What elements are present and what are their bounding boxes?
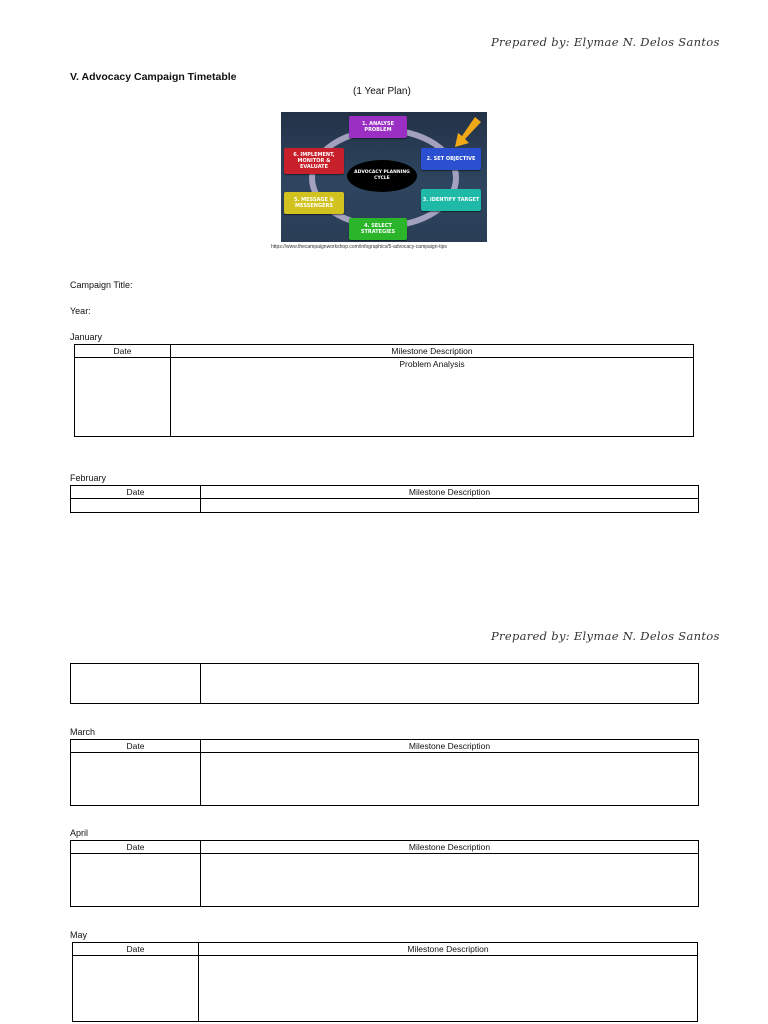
prepared-by-label: Prepared by: Elymae N. Delos Santos (491, 629, 720, 643)
date-column-header: Date (73, 943, 199, 956)
step-label: 6. IMPLEMENT, MONITOR & EVALUATE (293, 152, 335, 170)
may-milestone-table (72, 942, 698, 1022)
date-cell[interactable] (71, 854, 201, 907)
milestone-column-header: Milestone Description (201, 486, 699, 499)
step-label: 2. SET OBJECTIVE (426, 156, 476, 162)
date-cell[interactable] (71, 753, 201, 806)
date-cell[interactable] (71, 664, 201, 704)
step-label: 5. MESSAGE & MESSENGERS (294, 197, 334, 209)
april-milestone-table (70, 840, 699, 907)
month-label-march: March (70, 727, 96, 737)
diagram-source-url[interactable]: https://www.thecampaignworkshop.com/infographics/5-advocacy-campaign-tips (271, 244, 447, 250)
date-column-header: Date (71, 486, 201, 499)
milestone-cell[interactable] (201, 854, 699, 907)
march-milestone-table (70, 739, 699, 806)
year-label: Year: (70, 306, 91, 316)
month-label-april: April (70, 828, 89, 838)
advocacy-planning-cycle-diagram (281, 112, 487, 242)
arrow-icon (451, 115, 481, 149)
step-identify-target (421, 189, 481, 211)
date-cell[interactable] (75, 358, 171, 437)
milestone-cell[interactable] (199, 956, 698, 1022)
prepared-by-label: Prepared by: Elymae N. Delos Santos (491, 35, 720, 49)
month-label-may: May (70, 930, 88, 940)
section-subtitle: (1 Year Plan) (353, 86, 411, 97)
milestone-column-header: Milestone Description (201, 740, 699, 753)
date-cell[interactable] (71, 499, 201, 513)
step-label: 4. SELECT STRATEGIES (360, 223, 396, 235)
date-column-header: Date (71, 740, 201, 753)
milestone-column-header: Milestone Description (201, 841, 699, 854)
step-label: 1. ANALYSE PROBLEM (361, 121, 395, 133)
milestone-column-header: Milestone Description (199, 943, 698, 956)
milestone-column-header: Milestone Description (171, 345, 694, 358)
date-column-header: Date (71, 841, 201, 854)
step-message-messengers (284, 192, 344, 214)
campaign-title-label: Campaign Title: (70, 280, 133, 290)
milestone-cell[interactable] (201, 753, 699, 806)
step-set-objective (421, 148, 481, 170)
step-label: 3. IDENTIFY TARGET (422, 197, 480, 203)
milestone-cell[interactable] (201, 499, 699, 513)
step-implement-monitor-evaluate (284, 148, 344, 174)
cycle-center-label: ADVOCACY PLANNING CYCLE (347, 160, 417, 192)
month-label-january: January (70, 332, 103, 342)
step-select-strategies (349, 218, 407, 240)
month-label-february: February (70, 473, 107, 483)
step-analyse-problem (349, 116, 407, 138)
february-milestone-table (70, 485, 699, 513)
section-title: V. Advocacy Campaign Timetable (70, 71, 237, 83)
date-cell[interactable] (73, 956, 199, 1022)
milestone-text: Problem Analysis (399, 359, 465, 369)
milestone-cell[interactable] (171, 358, 694, 437)
february-milestone-table-continued (70, 663, 699, 704)
january-milestone-table (74, 344, 694, 437)
date-column-header: Date (75, 345, 171, 358)
milestone-cell[interactable] (201, 664, 699, 704)
